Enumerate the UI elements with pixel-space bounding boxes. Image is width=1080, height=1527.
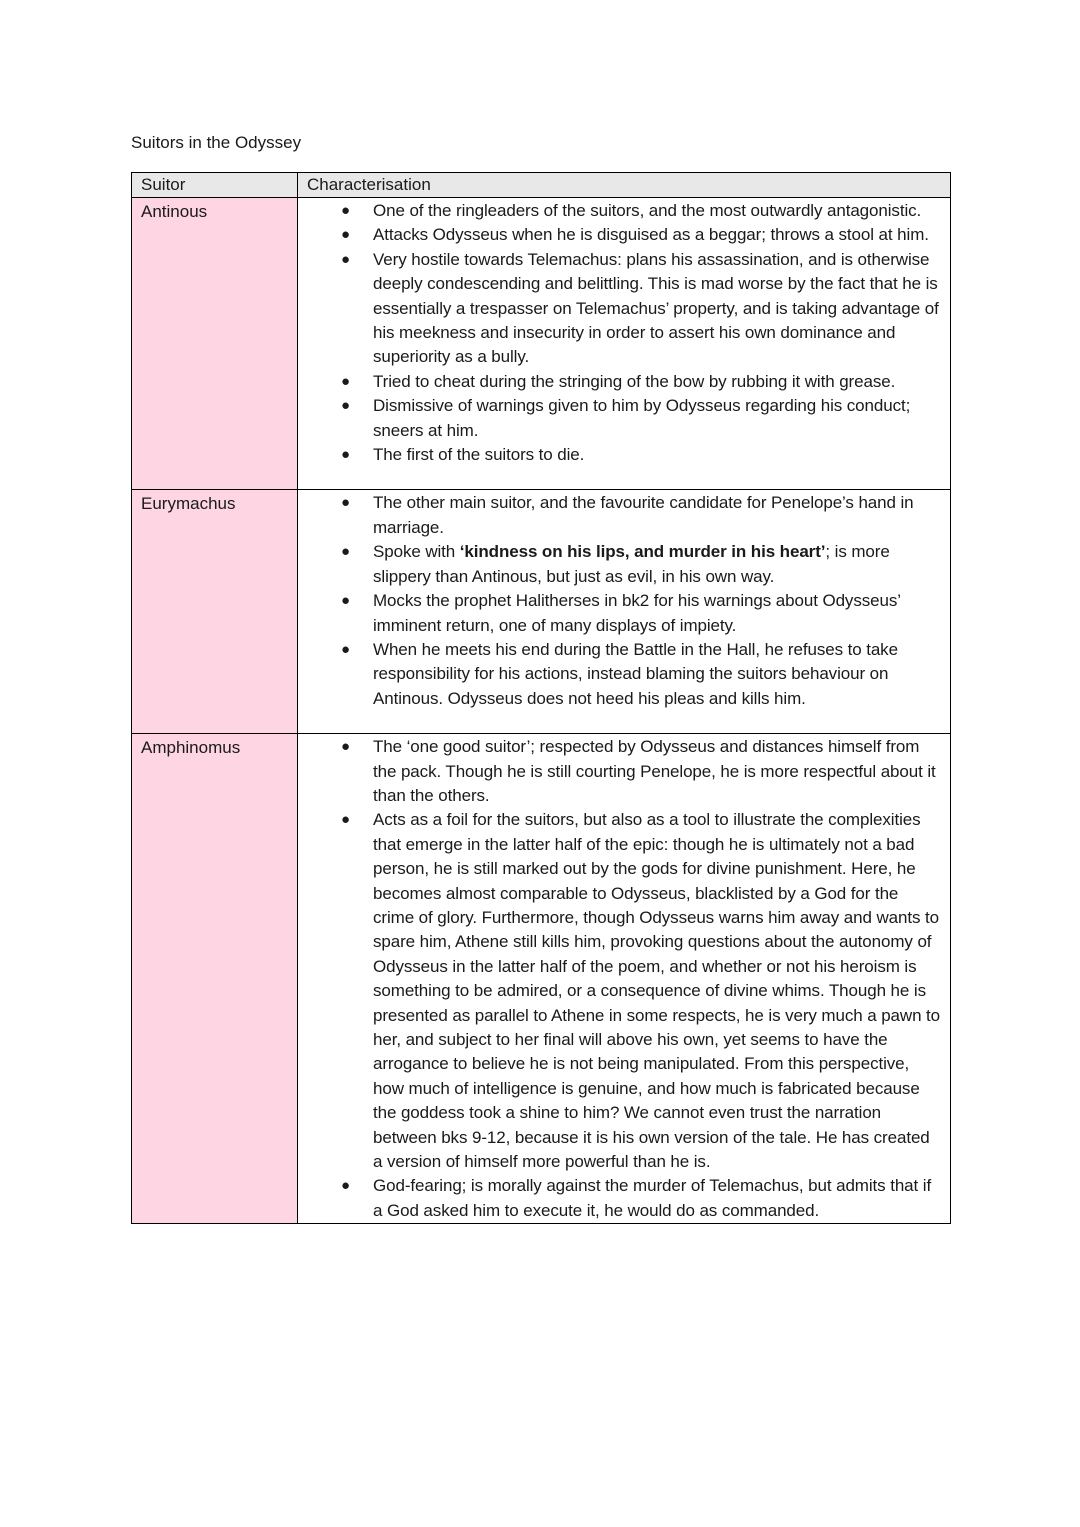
bullet-icon: ● (341, 640, 350, 658)
suitor-name-antinous: Antinous (132, 198, 298, 490)
list-item: ● The other main suitor, and the favourite candidate for Penelope’s hand in marriage. (341, 493, 914, 537)
table-row-antinous (132, 198, 951, 490)
list-item: ● When he meets his end during the Battle in the Hall, he refuses to take responsibility for his actions, instead blaming the suitors behaviour on Antinous. Odysseus does not heed his pleas and kills him. (341, 639, 898, 708)
bullet-icon: ● (341, 250, 350, 268)
table-row-amphinomus (132, 734, 951, 1224)
suitor-name-amphinomus: Amphinomus (132, 734, 298, 1224)
list-item: ● The ‘one good suitor’; respected by Odysseus and distances himself from the pack. Though he is still courting Penelope, he is more respectful about it than the others. (341, 737, 936, 805)
header-characterisation: Characterisation (298, 173, 951, 198)
bullet-list (298, 735, 942, 1223)
list-item: ● Tried to cheat during the stringing of the bow by rubbing it with grease. (373, 370, 942, 394)
bullet-icon: ● (341, 226, 350, 244)
list-item: ● Acts as a foil for the suitors, but also as a tool to illustrate the complexities that emerge in the latter half of the epic: though he is ultimately not a bad person, he is still marked out by the gods for divine punishment. Here, he becomes almost comparable to Odysseus, blacklisted by a God for the crime of glory. Furthermore, though Odysseus warns him away and wants to spare him, Athene still kills him, provoking questions about the autonomy of Odysseus in the latter half of the poem, and whether or not his heroism is something to be admired, or a consequence of divine whims. Though he is presented as parallel to Athene in some respects, he is very much a pawn to her, and subject to her final will above his own, yet seems to have the arrogance to believe he is not being manipulated. From this perspective, how much of intelligence is genuine, and how much is fabricated because the goddess took a shine to him? We cannot even trust the narration between bks 9-12, because it is his own version of the tale. He has created a version of himself more powerful than he is. (341, 810, 941, 1172)
bullet-icon: ● (341, 592, 350, 610)
list-item: ● God-fearing; is morally against the murder of Telemachus, but admits that if a God asked him to execute it, he would do as commanded. (341, 1176, 932, 1220)
bullet-icon: ● (341, 397, 350, 415)
page-title: Suitors in the Odyssey (131, 133, 302, 152)
bullet-icon: ● (341, 202, 350, 219)
list-item: ● Attacks Odysseus when he is disguised as a beggar; throws a stool at him. (373, 223, 942, 247)
table-row-eurymachus (132, 490, 951, 734)
characterisation-cell (298, 734, 951, 1224)
suitors-table (131, 172, 951, 1224)
list-item: ● The first of the suitors to die. (373, 443, 942, 467)
characterisation-cell (298, 490, 951, 734)
list-item: ● Mocks the prophet Halitherses in bk2 for his warnings about Odysseus’ imminent return, one of many displays of impiety. (341, 591, 901, 635)
bullet-list (298, 199, 942, 467)
header-suitor: Suitor (132, 173, 298, 198)
bullet-icon: ● (341, 372, 350, 390)
bullet-icon: ● (341, 811, 350, 829)
list-item: ● Dismissive of warnings given to him by Odysseus regarding his conduct; sneers at him. (341, 396, 911, 440)
list-item: ● Spoke with ‘kindness on his lips, and murder in his heart’; is more slippery than Antinous, but just as evil, in his own way. (341, 542, 890, 586)
list-item: ● Very hostile towards Telemachus: plans his assassination, and is otherwise deeply condescending and belittling. This is mad worse by the fact that he is essentially a trespasser on Telemachus’ property, and is taking advantage of his meekness and insecurity in order to assert his own dominance and superiority as a bully. (341, 249, 939, 367)
table-header-row (132, 173, 951, 198)
suitor-name-eurymachus: Eurymachus (132, 490, 298, 734)
bullet-list (298, 491, 942, 711)
bullet-icon: ● (341, 446, 350, 464)
quote-bold: ‘kindness on his lips, and murder in his heart’ (459, 542, 826, 562)
bullet-icon: ● (341, 543, 350, 561)
bullet-icon: ● (341, 494, 350, 512)
characterisation-cell (298, 198, 951, 490)
bullet-icon: ● (341, 738, 350, 756)
bullet-icon: ● (341, 1177, 350, 1195)
list-item: ● One of the ringleaders of the suitors, and the most outwardly antagonistic. (373, 199, 942, 223)
